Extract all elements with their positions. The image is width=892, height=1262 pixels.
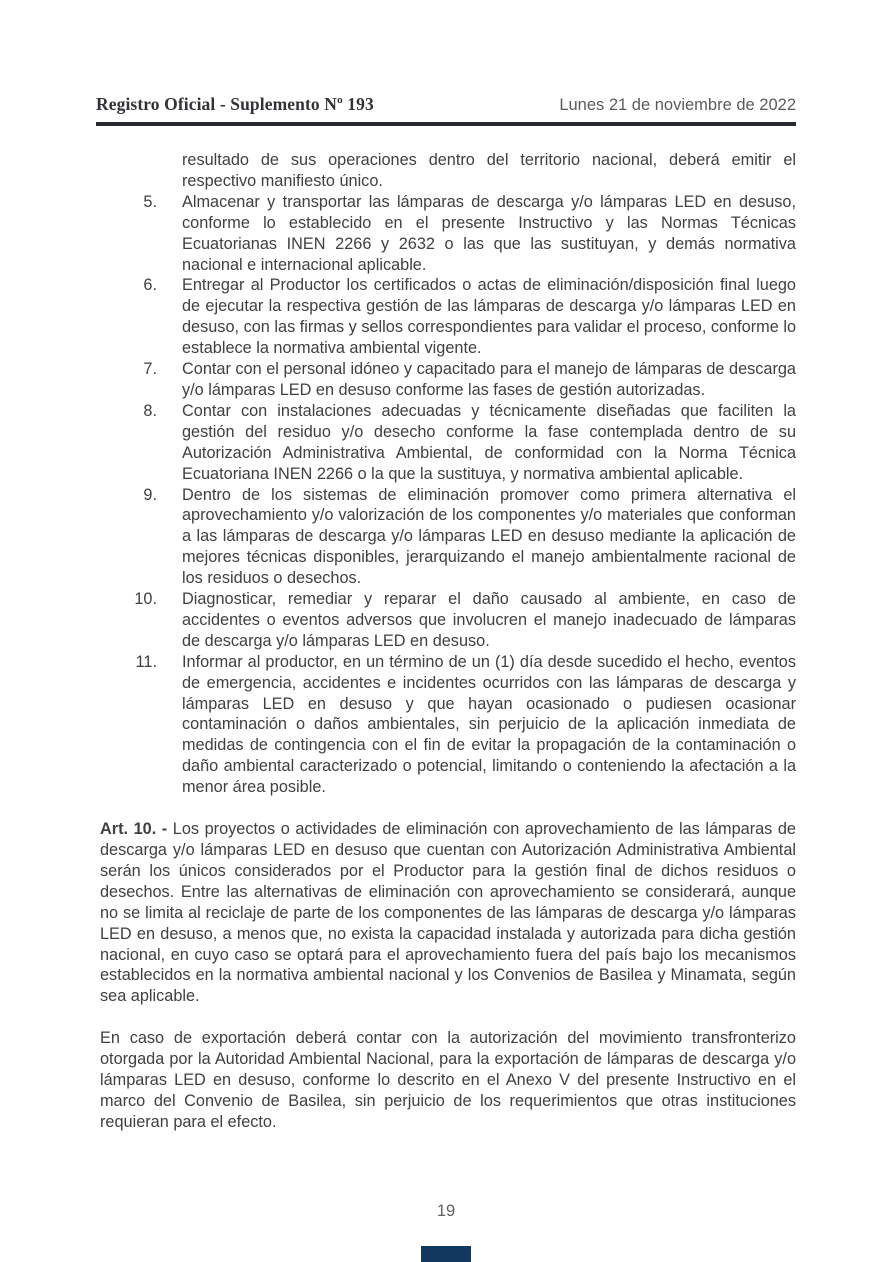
list-item <box>100 485 796 590</box>
page-header <box>96 94 796 126</box>
list-item-text: Contar con el personal idóneo y capacitado para el manejo de lámparas de descarga y/o lámparas LED en desuso conforme las fases de gestión autorizadas. <box>182 360 796 399</box>
list-item-text: Dentro de los sistemas de eliminación promover como primera alternativa el aprovechamiento y/o valorización de los componentes y/o materiales que conforman a las lámparas de descarga y/o lámparas LED en desuso mediante la aplicación de mejores técnicas disponibles, jerarquizando el manejo ambientalmente racional de los residuos o desechos. <box>182 485 796 588</box>
list-item-text: Contar con instalaciones adecuadas y técnicamente diseñadas que faciliten la gestión del residuo y/o desecho conforme la fase contemplada dentro de su Autorización Administrativa Ambiental, de conformidad con la Norma Técnica Ecuatoriana INEN 2266 o la que la sustituya, y normativa ambiental aplicable. <box>182 401 796 483</box>
list-item <box>100 192 796 276</box>
header-date: Lunes 21 de noviembre de 2022 <box>559 96 796 114</box>
list-item-text: Diagnosticar, remediar y reparar el daño causado al ambiente, en caso de accidentes o eventos adversos que involucren el manejo inadecuado de lámparas de descarga y/o lámparas LED en desuso. <box>182 590 796 650</box>
list-item-number: 5. <box>143 192 157 211</box>
list-item <box>100 275 796 359</box>
article-number-bold: Art. 10. - <box>100 820 168 839</box>
header-gazette-title: Registro Oficial - Suplemento Nº 193 <box>96 94 374 114</box>
list-item-number: 7. <box>143 360 157 379</box>
footer-navy-mark <box>421 1246 471 1262</box>
list-item-number: 11. <box>135 652 157 671</box>
list-item <box>100 401 796 485</box>
list-item-text: Almacenar y transportar las lámparas de descarga y/o lámparas LED en desuso, conforme lo establecido en el presente Instructivo y las Normas Técnicas Ecuatorianas INEN 2266 y 2632 o las que las sustituyan, y demás normativa nacional e internacional aplicable. <box>182 192 796 274</box>
list-item-text: Entregar al Productor los certificados o actas de eliminación/disposición final luego de ejecutar la respectiva gestión de las lámparas de descarga y/o lámparas LED en desuso, con las firmas y sellos correspondientes para validar el proceso, conforme lo establece la normativa ambiental vigente. <box>182 276 796 358</box>
list-item-text: Informar al productor, en un término de un (1) día desde sucedido el hecho, eventos de emergencia, accidentes e incidentes ocurridos con las lámparas de descarga y lámparas LED en desuso y que hayan ocasionado o pudiesen ocasionar contaminación o daños ambientales, sin perjuicio de la aplicación inmediata de medidas de contingencia con el fin de evitar la propagación de la contaminación o daño ambiental caracterizado o potencial, limitando o conteniendo la afectación a la menor área posible. <box>182 652 796 797</box>
paragraph-continuation: resultado de sus operaciones dentro del territorio nacional, deberá emitir el respectivo manifiesto único. <box>182 151 796 190</box>
list-item <box>100 589 796 652</box>
article-text: Los proyectos o actividades de eliminación con aprovechamiento de las lámparas de descarga y/o lámparas LED en desuso que cuentan con Autorización Administrativa Ambiental serán los únicos considerados por el Productor para la gestión final de dichos residuos o desechos. Entre las alternativas de eliminación con aprovechamiento se considerará, aunque no se limita al reciclaje de parte de los componentes de las lámparas de descarga y/o lámparas LED en desuso, a menos que, no exista la capacidad instalada y autorizada para dicha gestión nacional, en cuyo caso se optará para el aprovechamiento fuera del país bajo los mecanismos establecidos en la normativa ambiental nacional y los Convenios de Basilea y Minamata, según sea aplicable. <box>100 820 796 1006</box>
list-item <box>100 652 796 798</box>
paragraph-art-10 <box>100 819 796 1007</box>
list-item-number: 10. <box>134 590 157 609</box>
list-item-number: 8. <box>143 401 157 420</box>
list-item <box>100 359 796 401</box>
document-body <box>100 150 796 1133</box>
paragraph-export: En caso de exportación deberá contar con la autorización del movimiento transfronterizo otorgada por la Autoridad Ambiental Nacional, para la exportación de lámparas de descarga y/o lámparas LED en desuso, conforme lo descrito en el Anexo V del presente Instructivo en el marco del Convenio de Basilea, sin perjuicio de los requerimientos que otras instituciones requieran para el efecto. <box>100 1029 796 1131</box>
page-number: 19 <box>436 1202 456 1220</box>
list-item-number: 6. <box>143 276 157 295</box>
list-item-number: 9. <box>143 485 157 504</box>
